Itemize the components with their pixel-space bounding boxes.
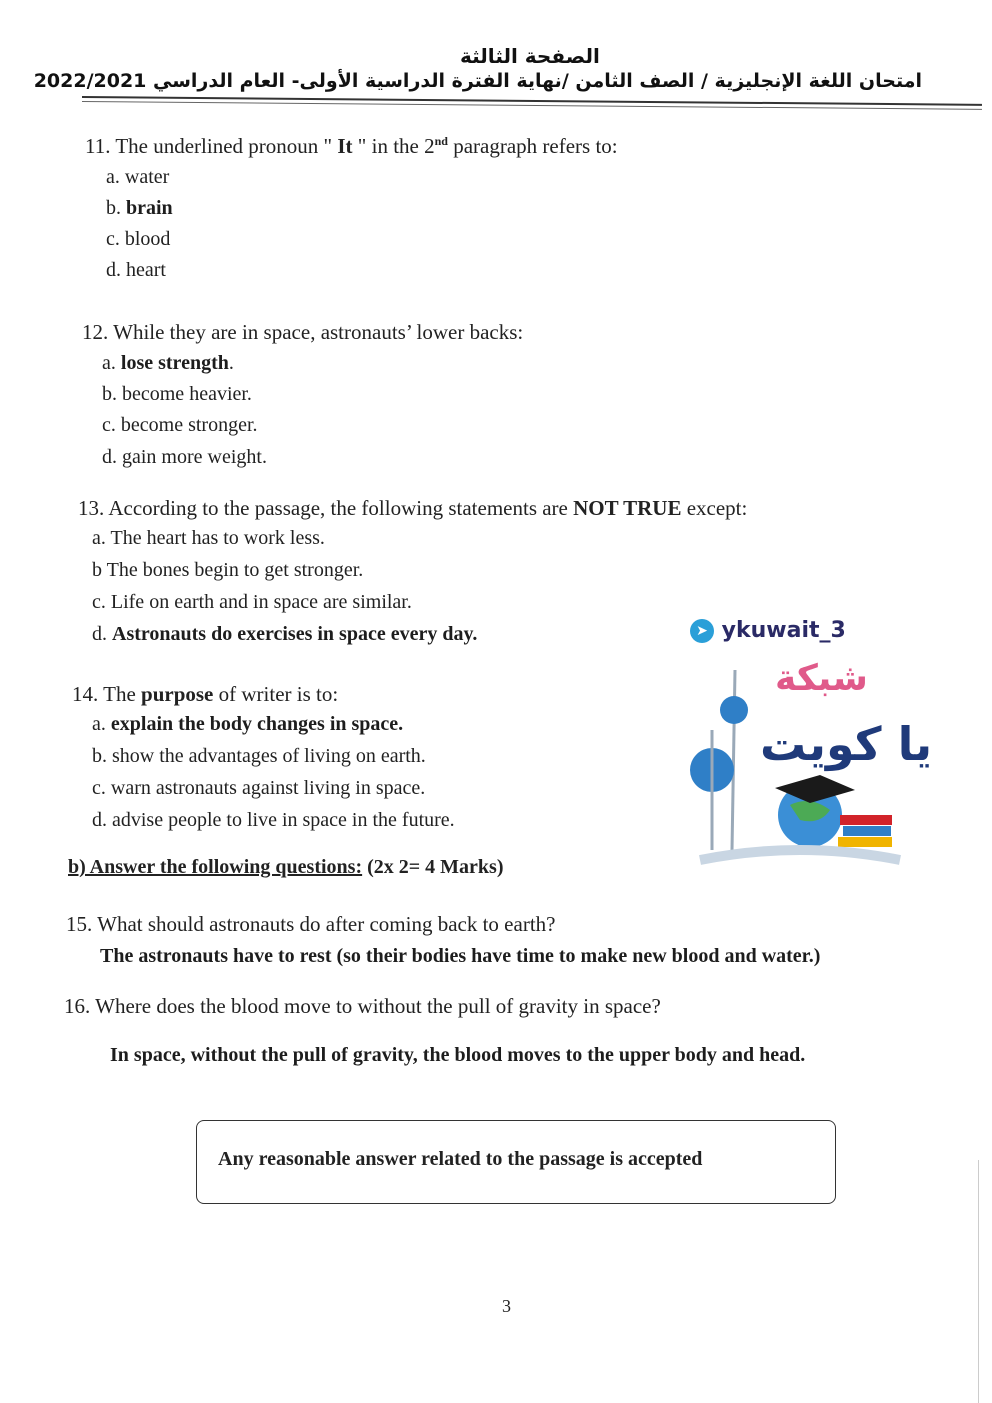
brand-line-1: شبكة [775, 658, 868, 699]
q12-option-c: c. become stronger. [102, 414, 258, 436]
tower-sphere-upper [720, 696, 748, 724]
q14-option-a: a. explain the body changes in space. [92, 713, 404, 735]
q13-option-a: a. The heart has to work less. [92, 527, 325, 549]
telegram-handle: ➤ ykuwait_3 [690, 618, 846, 643]
q13-option-b: b The bones begin to get stronger. [92, 559, 364, 581]
question-16: 16. Where does the blood move to without the pull of gravity in space? [64, 994, 661, 1018]
q11-answer: brain [126, 197, 173, 219]
page-number: 3 [502, 1296, 511, 1316]
q12-answer: lose strength [120, 352, 229, 374]
q11-option-b: b. brain [106, 197, 173, 219]
q11-option-d: d. heart [106, 259, 166, 281]
q14-answer: explain the body changes in space. [110, 713, 404, 735]
q15-answer: The astronauts have to rest (so their bodies have time to make new blood and water.) [100, 945, 821, 967]
question-12: 12. While they are in space, astronauts’ lower backs: [82, 320, 524, 344]
note-text: Any reasonable answer related to the passage is accepted [218, 1148, 703, 1170]
q12-option-d: d. gain more weight. [102, 446, 267, 468]
exam-title: امتحان اللغة الإنجليزية / الصف الثامن /نهاية الفترة الدراسية الأولى- العام الدراسي 2022/2021 [33, 70, 922, 92]
section-b-heading: b) Answer the following questions: (2x 2= 4 Marks) [68, 856, 504, 878]
q12-option-b: b. become heavier. [102, 383, 252, 405]
q12-option-a: a. lose strength. [102, 352, 234, 374]
question-11: 11. The underlined pronoun " It " in the 2nd paragraph refers to: [85, 134, 618, 158]
yakuwait-logo [680, 610, 933, 900]
q16-answer: In space, without the pull of gravity, the blood moves to the upper body and head. [110, 1044, 806, 1066]
q13-answer: Astronauts do exercises in space every day. [112, 623, 478, 645]
book-icon [840, 815, 892, 825]
q14-option-c: c. warn astronauts against living in space. [92, 777, 426, 799]
question-13: 13. According to the passage, the following statements are NOT TRUE except: [78, 496, 748, 520]
q13-option-d: d. Astronauts do exercises in space every day. [92, 623, 478, 645]
book-icon-2 [843, 826, 891, 836]
q11-option-a: a. water [106, 166, 170, 188]
telegram-icon: ➤ [690, 619, 714, 643]
brand-line-2: يا كويت [760, 717, 933, 771]
page-label: الصفحة الثالثة [460, 44, 600, 68]
q11-option-c: c. blood [106, 228, 171, 250]
logo-base-swoosh [700, 850, 900, 860]
q14-option-d: d. advise people to live in space in the future. [92, 809, 455, 831]
question-14: 14. The purpose of writer is to: [72, 682, 339, 706]
book-icon-3 [838, 837, 892, 847]
scan-edge-line [978, 1160, 979, 1403]
q14-option-b: b. show the advantages of living on earth. [92, 745, 426, 767]
question-15: 15. What should astronauts do after coming back to earth? [66, 912, 556, 936]
q13-option-c: c. Life on earth and in space are similar. [92, 591, 412, 613]
